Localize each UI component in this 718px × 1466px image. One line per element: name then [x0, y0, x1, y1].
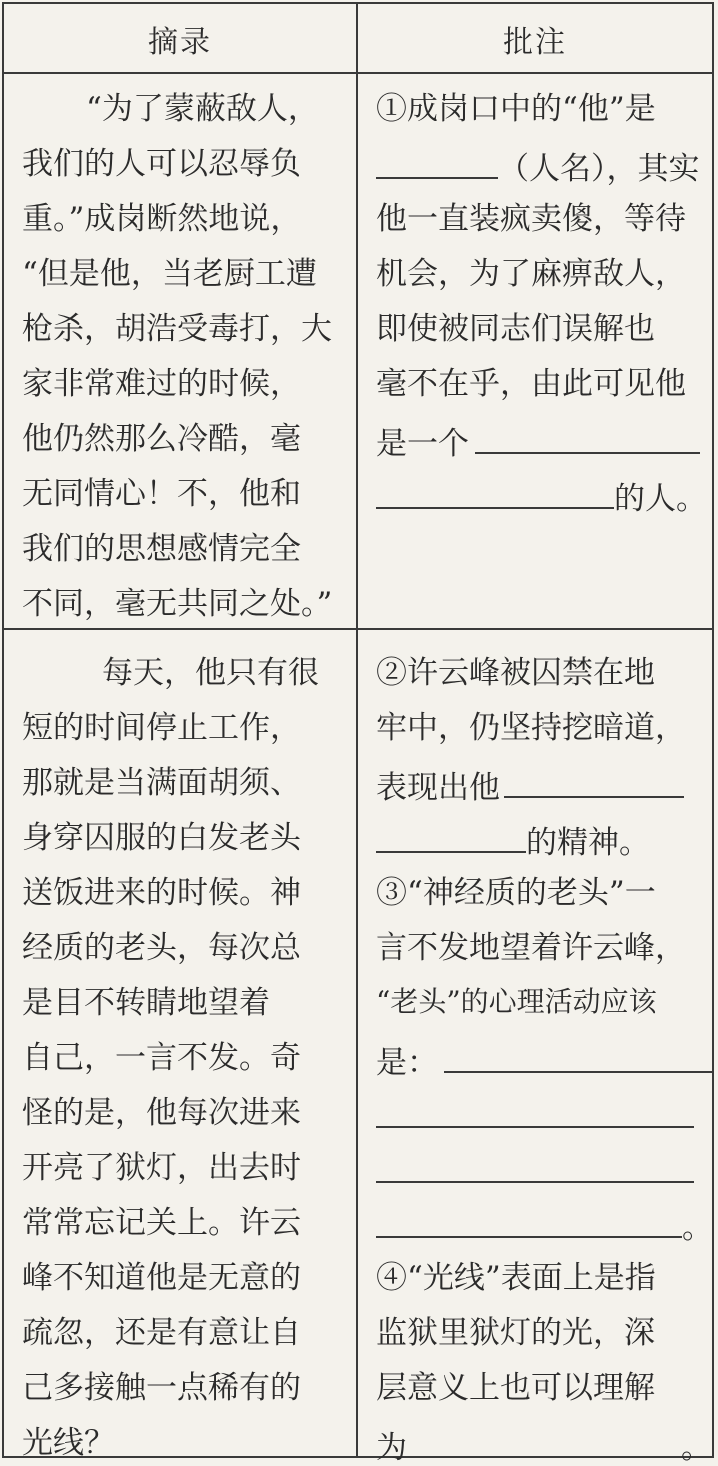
- answer-blank[interactable]: [376, 1098, 694, 1128]
- note-text: 的精神。: [526, 825, 650, 861]
- excerpt-line: “但是他，当老厨工遭: [22, 256, 317, 292]
- note-line: 监狱里狱灯的光，深: [376, 1315, 655, 1351]
- note-line: [376, 1208, 713, 1246]
- answer-blank[interactable]: [444, 1043, 712, 1073]
- excerpt-line: 是目不转睛地望着: [22, 985, 270, 1021]
- note-line: ②许云峰被囚禁在地: [376, 655, 655, 691]
- note-line: [376, 1043, 696, 1079]
- excerpt-line: 我们的人可以忍辱负: [22, 146, 301, 182]
- column-divider: [356, 4, 358, 1456]
- excerpt-line: 光线？: [22, 1425, 115, 1461]
- excerpt-line: 送饭进来的时候。神: [22, 875, 301, 911]
- note-line: 即使被同志们误解也: [376, 311, 655, 347]
- excerpt-line: 疏忽，还是有意让自: [22, 1315, 301, 1351]
- note-line: ③“神经质的老头”一: [376, 875, 656, 911]
- excerpt-line: 无同情心！不，他和: [22, 476, 301, 512]
- excerpt-line: 不同，毫无共同之处。”: [22, 586, 333, 622]
- note-line: [376, 823, 696, 859]
- answer-blank[interactable]: [376, 1153, 694, 1183]
- note-line: 牢中，仍坚持挖暗道，: [376, 710, 686, 746]
- note-line: 言不发地望着许云峰，: [376, 930, 686, 966]
- excerpt-line: 每天，他只有很: [102, 655, 319, 691]
- excerpt-line: 枪杀，胡浩受毒打，大: [22, 311, 332, 347]
- answer-blank[interactable]: [376, 149, 498, 179]
- excerpt-annotation-table: [2, 2, 714, 1466]
- note-line: [376, 149, 700, 187]
- note-text: 为: [376, 1430, 407, 1466]
- note-text: 。: [682, 1210, 713, 1246]
- excerpt-line: 重。”成岗断然地说，: [22, 201, 302, 237]
- header-excerpt: 摘录: [148, 25, 212, 60]
- note-line: [376, 424, 696, 460]
- excerpt-line: 己多接触一点稀有的: [22, 1370, 301, 1406]
- note-text: 表现出他: [376, 770, 500, 806]
- note-text: 。: [681, 1430, 712, 1466]
- note-line: ①成岗口中的“他”是: [376, 91, 656, 127]
- answer-blank[interactable]: [376, 479, 614, 509]
- excerpt-line: 他仍然那么冷酷，毫: [22, 421, 301, 457]
- header-annotation: 批注: [503, 25, 567, 60]
- answer-blank[interactable]: [376, 823, 526, 853]
- answer-blank[interactable]: [413, 1428, 681, 1458]
- excerpt-line: 经质的老头，每次总: [22, 930, 301, 966]
- answer-blank[interactable]: [504, 768, 684, 798]
- excerpt-line: 那就是当满面胡须、: [22, 765, 301, 801]
- excerpt-line: 常常忘记关上。许云: [22, 1205, 301, 1241]
- excerpt-line: 短的时间停止工作，: [22, 710, 301, 746]
- note-line: 他一直装疯卖傻，等待: [376, 201, 686, 237]
- note-line: [376, 1428, 712, 1466]
- excerpt-line: 怪的是，他每次进来: [22, 1095, 301, 1131]
- note-line: [376, 768, 696, 804]
- note-text: （人名），其实: [498, 151, 700, 187]
- note-line: ④“光线”表面上是指: [376, 1260, 656, 1296]
- row-divider: [4, 628, 712, 630]
- note-text: 的人。: [614, 481, 707, 517]
- excerpt-line: 身穿囚服的白发老头: [22, 820, 301, 856]
- excerpt-line: 我们的思想感情完全: [22, 531, 301, 567]
- excerpt-line: 峰不知道他是无意的: [22, 1260, 301, 1296]
- note-line: 层意义上也可以理解: [376, 1370, 655, 1406]
- note-line: 毫不在乎，由此可见他: [376, 366, 686, 402]
- excerpt-line: 家非常难过的时候，: [22, 366, 301, 402]
- note-line: 机会，为了麻痹敌人，: [376, 256, 686, 292]
- answer-blank[interactable]: [475, 424, 700, 454]
- excerpt-line: 自己，一言不发。奇: [22, 1040, 301, 1076]
- note-line: [376, 1098, 696, 1134]
- answer-blank[interactable]: [376, 1208, 682, 1238]
- note-text: 是一个: [376, 426, 469, 462]
- note-line: [376, 1153, 696, 1189]
- excerpt-line: “为了蒙蔽敌人，: [86, 91, 319, 127]
- excerpt-line: 开亮了狱灯，出去时: [22, 1150, 301, 1186]
- note-text: 是：: [376, 1045, 438, 1081]
- note-line: [376, 479, 707, 517]
- note-line: “老头”的心理活动应该: [376, 985, 657, 1018]
